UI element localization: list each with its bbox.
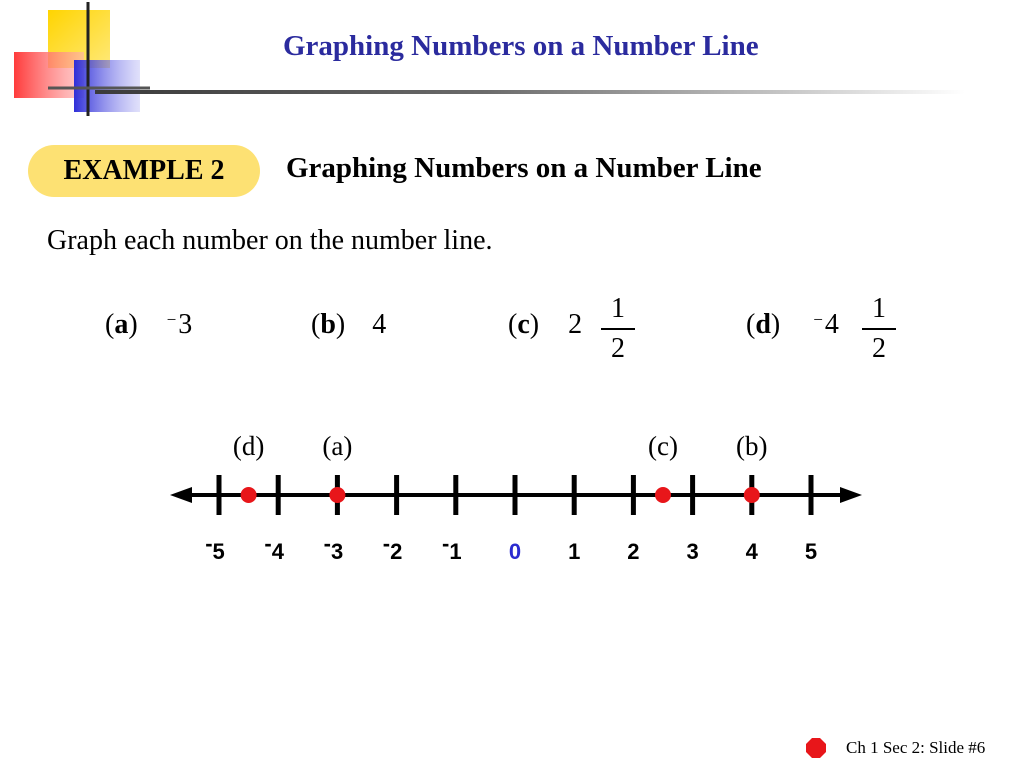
slide-title: Graphing Numbers on a Number Line — [283, 30, 759, 62]
problem-d-numerator: 1 — [862, 292, 896, 330]
tick-label: -2 — [382, 531, 403, 564]
example-title: Graphing Numbers on a Number Line — [286, 152, 762, 184]
problem-c-label: c — [517, 309, 530, 340]
graphed-point — [744, 487, 760, 503]
problem-d-label: d — [755, 309, 771, 340]
tick-label: -4 — [264, 531, 284, 564]
problem-a-value: 3 — [178, 309, 193, 340]
tick-label: 3 — [686, 539, 699, 564]
tick-label: 4 — [745, 539, 758, 564]
tick-label: -5 — [205, 531, 225, 564]
problem-d: (d) −4 — [746, 309, 839, 340]
problem-b: (b) 4 — [311, 309, 387, 340]
tick-label: 0 — [508, 539, 522, 564]
problem-c-denominator: 2 — [611, 333, 625, 364]
point-label: (a) — [322, 431, 353, 461]
graphed-point — [241, 487, 257, 503]
problem-c: (c) 2 — [508, 309, 583, 340]
problem-d-denominator: 2 — [872, 333, 886, 364]
problem-a: (a) −3 — [105, 309, 193, 340]
problem-d-sign: − — [813, 310, 823, 329]
graphed-point — [329, 487, 345, 503]
tick-label: 5 — [804, 539, 818, 564]
tick-label: -3 — [323, 531, 344, 564]
point-label: (d) — [232, 431, 265, 461]
footer-stop-icon — [806, 738, 826, 758]
left-arrow-icon — [170, 487, 192, 503]
problem-c-whole: 2 — [568, 309, 583, 340]
example-badge: EXAMPLE 2 — [28, 145, 260, 197]
tick-label: -1 — [442, 531, 462, 564]
problem-a-label: a — [114, 309, 129, 340]
point-label: (b) — [736, 431, 768, 461]
point-label: (c) — [648, 431, 678, 461]
instruction-text: Graph each number on the number line. — [47, 225, 493, 256]
right-arrow-icon — [840, 487, 862, 503]
problem-b-value: 4 — [372, 309, 387, 340]
tick-label: 2 — [627, 539, 640, 564]
graphed-point — [655, 487, 671, 503]
problem-c-numerator: 1 — [601, 292, 635, 330]
tick-label: 1 — [568, 539, 581, 564]
problem-b-label: b — [320, 309, 336, 340]
problem-d-whole: 4 — [824, 309, 839, 340]
problem-a-sign: − — [166, 310, 177, 329]
slide-footer: Ch 1 Sec 2: Slide #6 — [846, 738, 986, 757]
